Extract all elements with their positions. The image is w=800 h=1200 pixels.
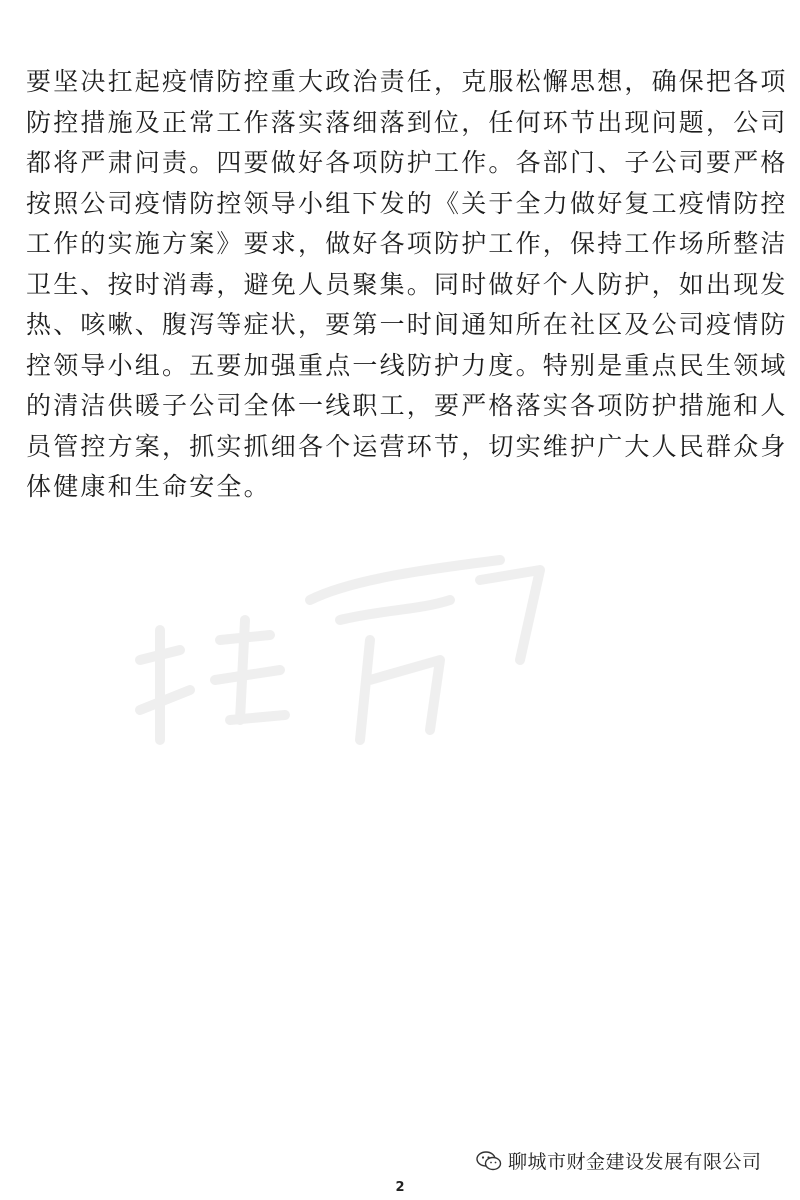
text-line: 都将严肃问责。四要做好各项防护工作。各部门、子公司要严格 [26, 148, 788, 177]
body-text [26, 62, 788, 508]
page-number: 2 [395, 1180, 405, 1195]
text-line: 的清洁供暖子公司全体一线职工，要严格落实各项防护措施和人 [26, 391, 788, 420]
wechat-account-mark [476, 1147, 762, 1174]
text-line: 按照公司疫情防控领导小组下发的《关于全力做好复工疫情防控 [26, 188, 788, 218]
text-line: 体健康和生命安全。 [26, 472, 271, 501]
text-line: 控领导小组。五要加强重点一线防护力度。特别是重点民生领域 [26, 350, 788, 380]
text-line: 卫生、按时消毒，避免人员聚集。同时做好个人防护，如出现发 [26, 269, 788, 299]
text-line: 员管控方案，抓实抓细各个运营环节，切实维护广大人民群众身 [26, 431, 788, 461]
text-line: 要坚决扛起疫情防控重大政治责任，克服松懈思想，确保把各项 [26, 67, 788, 96]
text-line: 工作的实施方案》要求，做好各项防护工作，保持工作场所整洁 [26, 229, 788, 258]
account-name: 聊城市财金建设发展有限公司 [508, 1151, 762, 1173]
wechat-icon [476, 1151, 502, 1171]
watermark-signature [120, 540, 560, 770]
text-line: 热、咳嗽、腹泻等症状，要第一时间通知所在社区及公司疫情防 [26, 310, 788, 339]
text-line: 防控措施及正常工作落实落细落到位，任何环节出现问题，公司 [26, 107, 788, 137]
